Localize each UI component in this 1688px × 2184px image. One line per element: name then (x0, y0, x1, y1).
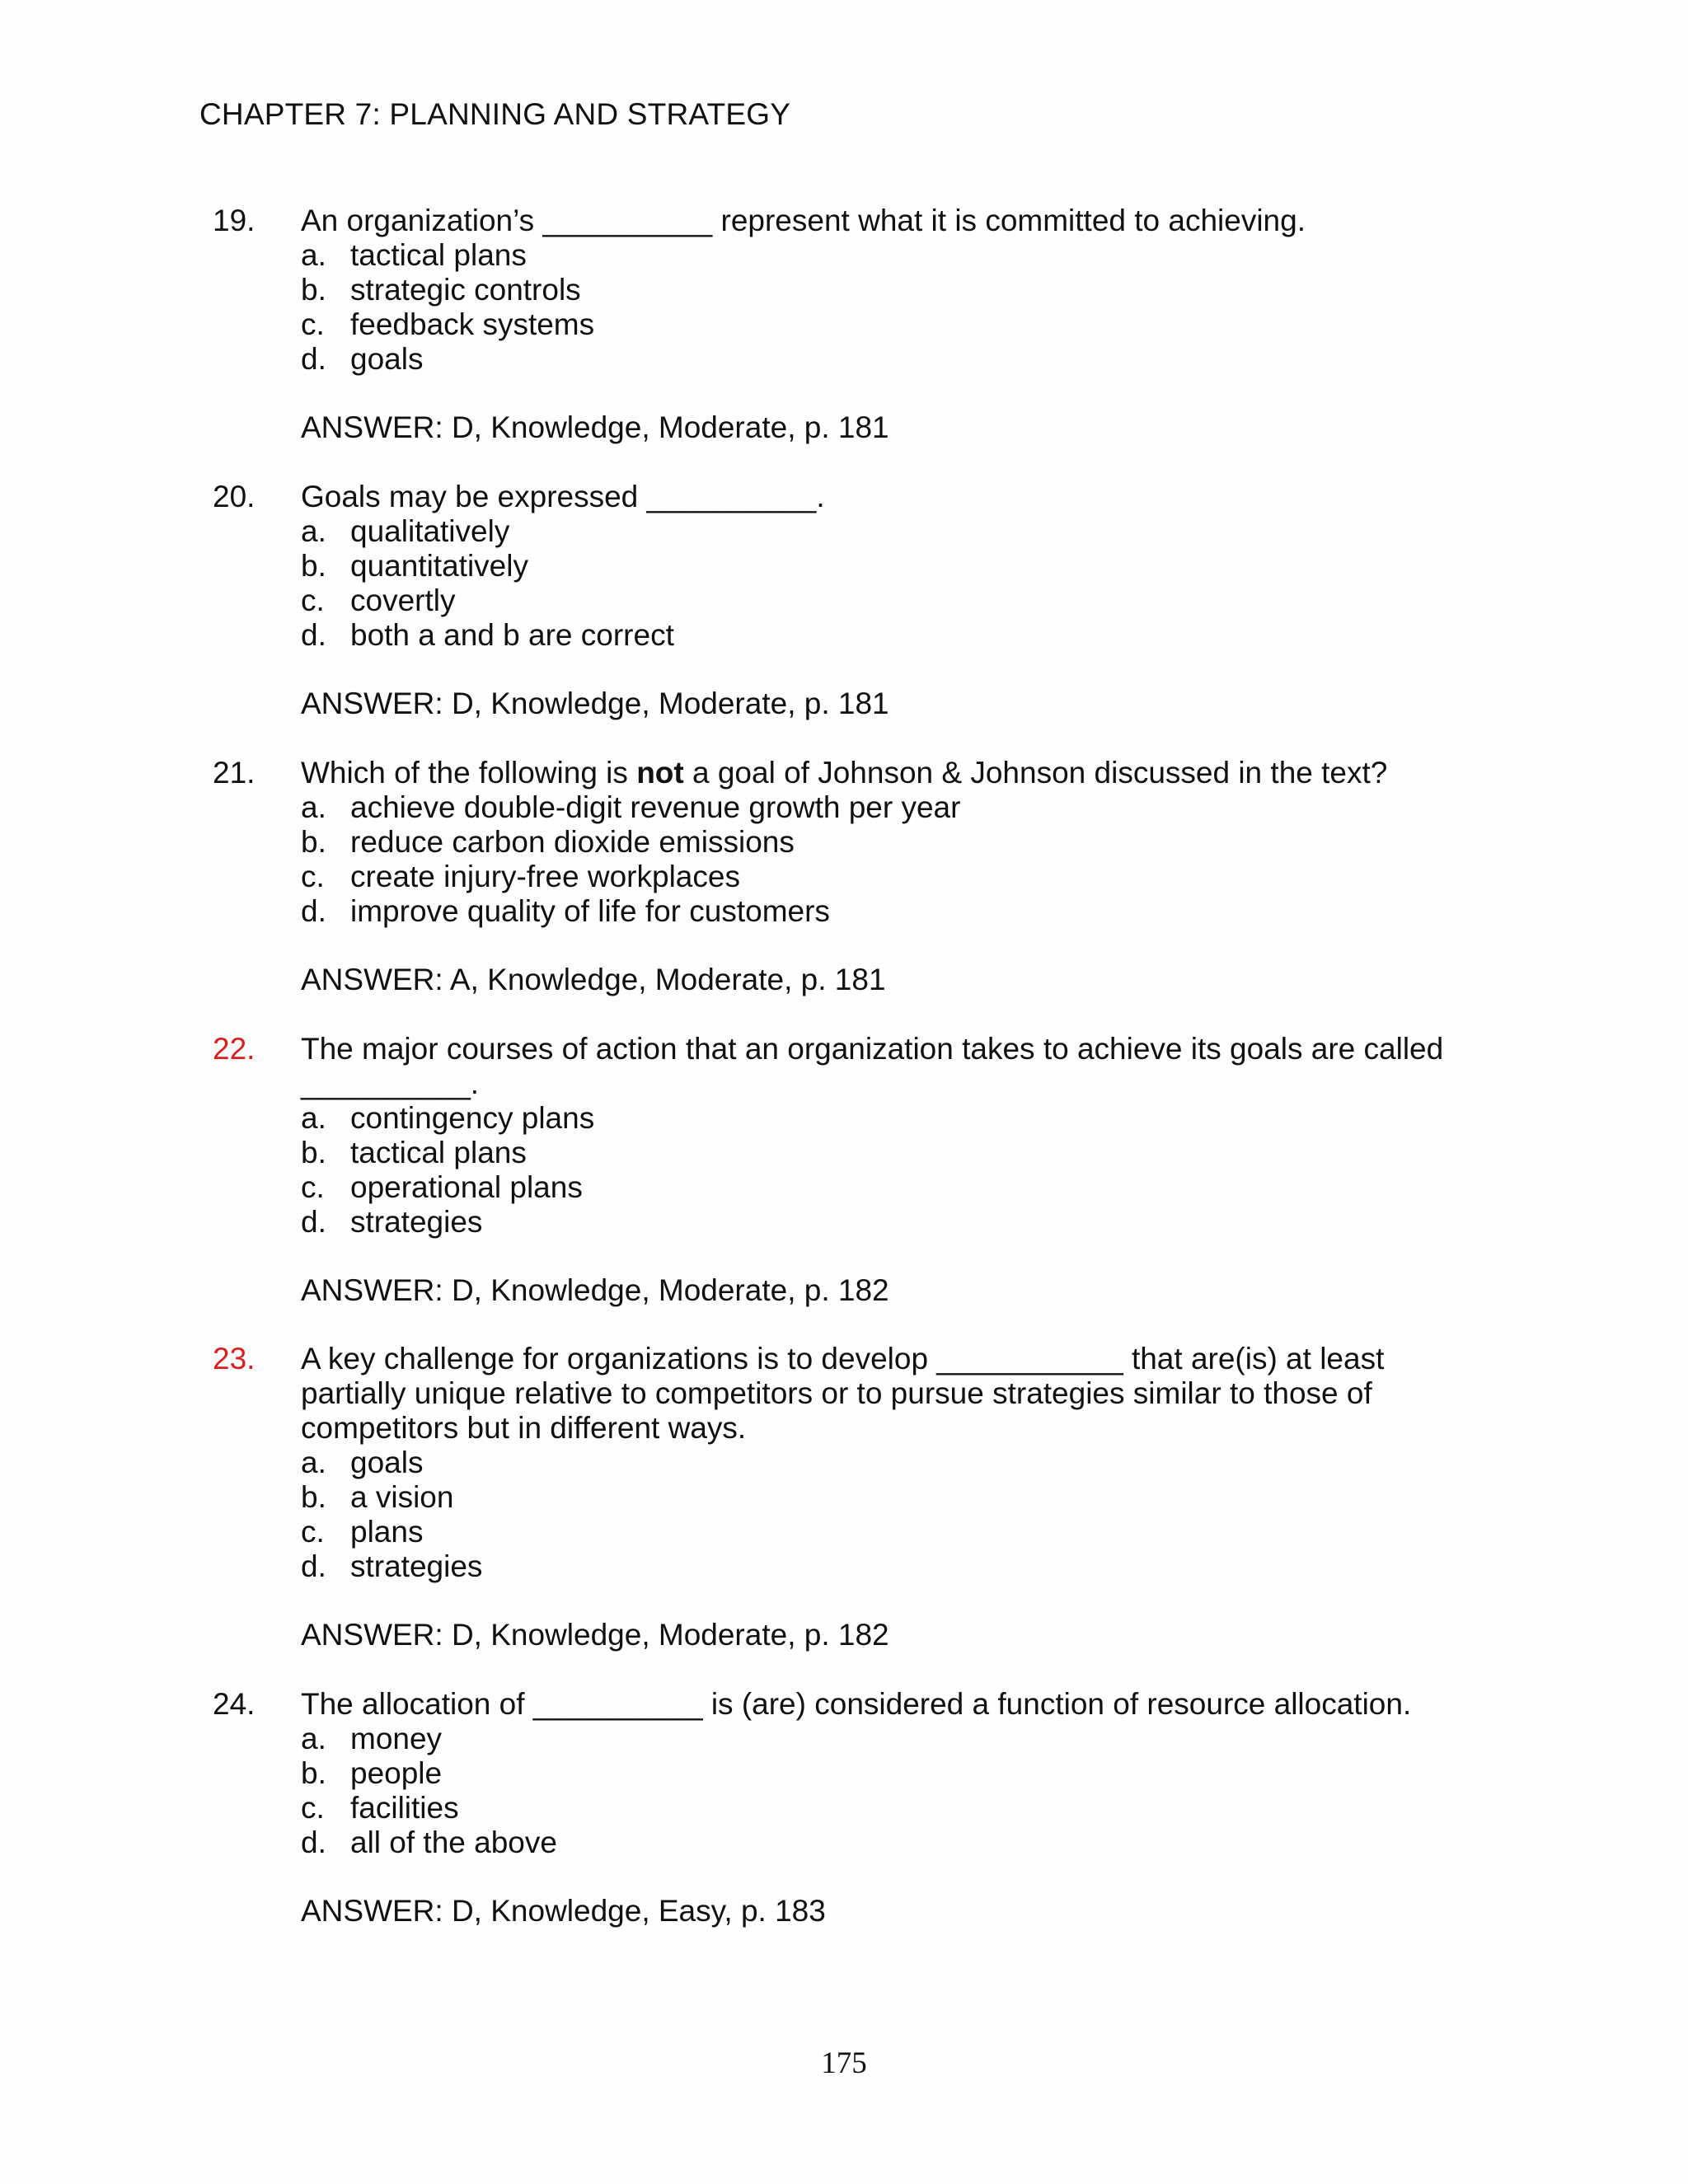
question-text: The allocation of __________ is (are) considered a function of resource allocation. (301, 1687, 1412, 1721)
option: c. create injury-free workplaces (301, 860, 740, 893)
option: b. tactical plans (301, 1136, 527, 1169)
option: a. goals (301, 1446, 424, 1479)
option-list (301, 1722, 557, 1860)
option-list (301, 1101, 594, 1240)
option: c. feedback systems (301, 307, 595, 341)
question-text: Which of the following is not a goal of Johnson & Johnson discussed in the text? (301, 756, 1388, 790)
option-list (301, 790, 960, 929)
option: d. goals (301, 342, 424, 376)
option: d. both a and b are correct (301, 618, 674, 652)
option: d. strategies (301, 1205, 483, 1239)
question-text: An organization’s __________ represent what it is committed to achieving. (301, 204, 1306, 237)
answer-line: ANSWER: D, Knowledge, Moderate, p. 181 (301, 687, 889, 720)
option-list (301, 238, 594, 377)
answer-line: ANSWER: D, Knowledge, Moderate, p. 181 (301, 410, 889, 444)
emphasis-not: not (636, 756, 684, 790)
option: b. quantitatively (301, 549, 528, 583)
question-text: A key challenge for organizations is to develop ___________ that are(is) at least partially unique relative to competitors or to pursue strategies similar to those of competitors but in different ways. (301, 1342, 1385, 1445)
option: b. a vision (301, 1480, 454, 1514)
option: a. tactical plans (301, 238, 527, 272)
answer-line: ANSWER: D, Knowledge, Moderate, p. 182 (301, 1618, 889, 1652)
question-number: 22. (213, 1032, 256, 1066)
chapter-header: CHAPTER 7: PLANNING AND STRATEGY (199, 97, 791, 131)
question-text: The major courses of action that an organization takes to achieve its goals are called __________. (301, 1032, 1444, 1100)
option: d. improve quality of life for customers (301, 894, 830, 928)
question-number: 20. (213, 480, 256, 513)
question-number: 21. (213, 756, 256, 790)
option: a. money (301, 1722, 443, 1755)
option: c. covertly (301, 583, 456, 617)
option: a. achieve double-digit revenue growth per year (301, 790, 961, 824)
question-number: 19. (213, 204, 256, 237)
answer-line: ANSWER: D, Knowledge, Moderate, p. 182 (301, 1273, 889, 1307)
answer-line: ANSWER: A, Knowledge, Moderate, p. 181 (301, 963, 886, 996)
option: d. strategies (301, 1549, 483, 1583)
question-text: Goals may be expressed __________. (301, 480, 825, 513)
question-number: 23. (213, 1342, 256, 1376)
option: c. plans (301, 1515, 424, 1549)
option-list (301, 1446, 482, 1584)
option: c. operational plans (301, 1170, 583, 1204)
option-list (301, 514, 674, 653)
page-number: 175 (821, 2046, 867, 2080)
option: b. strategic controls (301, 273, 581, 307)
option: a. contingency plans (301, 1101, 595, 1135)
answer-line: ANSWER: D, Knowledge, Easy, p. 183 (301, 1894, 826, 1928)
question-number: 24. (213, 1687, 256, 1721)
option: b. reduce carbon dioxide emissions (301, 825, 795, 859)
option: d. all of the above (301, 1825, 557, 1859)
option: c. facilities (301, 1791, 459, 1825)
option: b. people (301, 1756, 443, 1790)
option: a. qualitatively (301, 514, 510, 548)
